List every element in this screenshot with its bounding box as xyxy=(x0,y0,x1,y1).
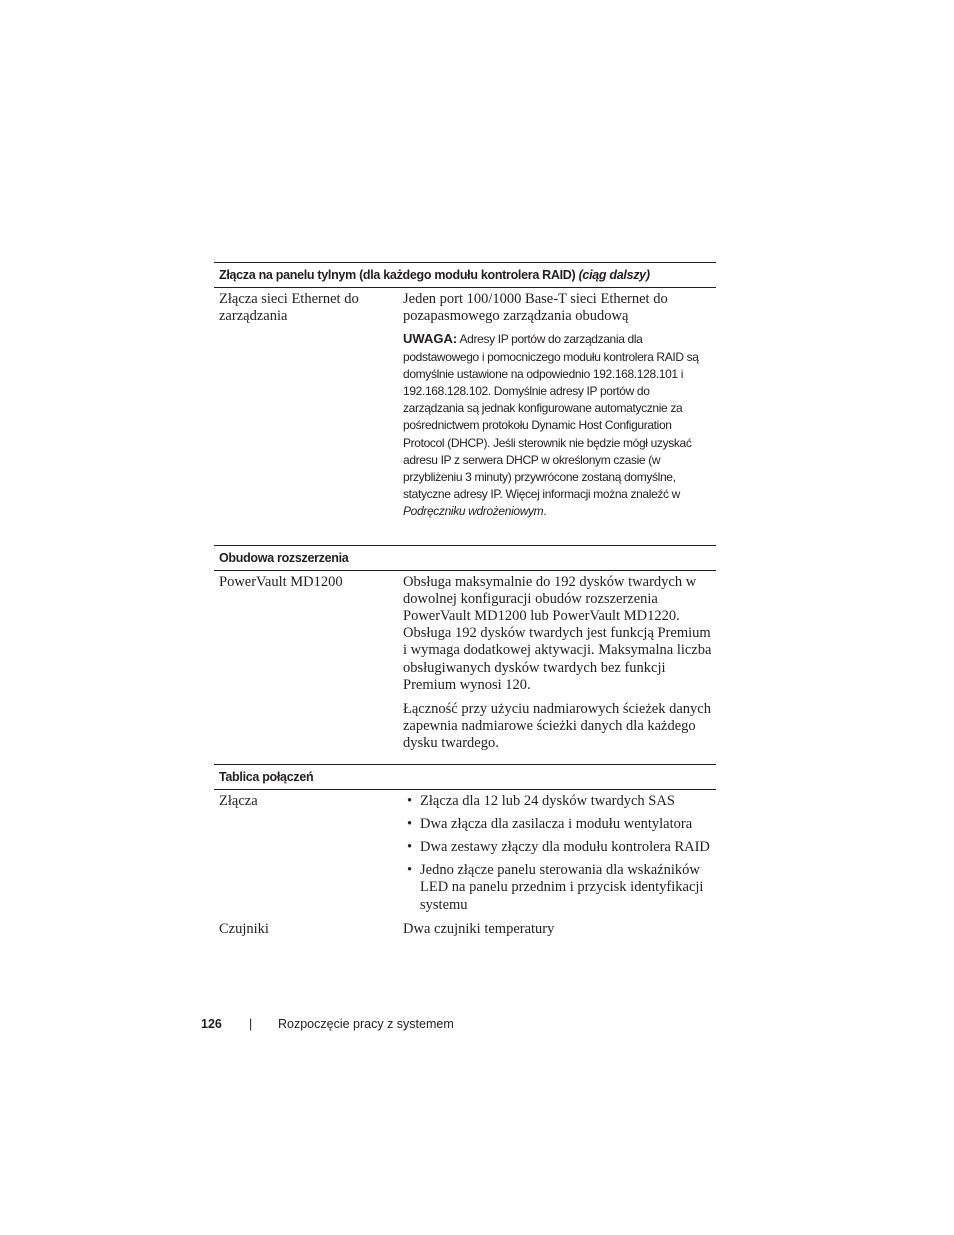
row-value xyxy=(403,291,716,528)
note-label: UWAGA: xyxy=(403,331,458,347)
list-item: • Jedno złącze panelu sterowania dla wskaźników LED na panelu przednim i przycisk identyfikacji systemu xyxy=(407,862,704,913)
section-header-rear-connectors xyxy=(214,262,716,288)
footer-title: Rozpoczęcie pracy z systemem xyxy=(278,1017,454,1031)
section-title: Złącza na panelu tylnym (dla każdego modułu kontrolera RAID) xyxy=(219,268,576,282)
row-label: Złącza xyxy=(219,792,258,809)
row-value xyxy=(403,793,716,920)
row-label: Czujniki xyxy=(219,920,269,937)
page-number: 126 xyxy=(201,1017,222,1031)
bullet-icon: • xyxy=(407,792,413,809)
bullet-list xyxy=(403,793,712,914)
footer-separator: | xyxy=(249,1017,253,1031)
table-row xyxy=(214,790,716,920)
spec-table xyxy=(214,262,716,938)
row-label: Złącza sieci Ethernet do zarządzania xyxy=(219,291,359,325)
bullet-icon: • xyxy=(407,862,413,879)
note-block xyxy=(403,330,712,520)
continued-label: (ciąg dalszy) xyxy=(578,268,650,282)
row-paragraph: Łączność przy użyciu nadmiarowych ścieżek danych zapewnia nadmiarowe ścieżki danych dla każdego dysku twardego. xyxy=(403,701,711,752)
row-value xyxy=(403,574,716,753)
bullet-icon: • xyxy=(407,839,413,856)
section-title: Tablica połączeń xyxy=(219,769,314,784)
note-reference: Podręczniku wdrożeniowym xyxy=(403,504,544,519)
table-row xyxy=(214,288,716,545)
note-end: . xyxy=(543,504,547,519)
section-title: Obudowa rozszerzenia xyxy=(219,550,349,565)
row-paragraph: Obsługa maksymalnie do 192 dysków twardych w dowolnej konfiguracji obudów rozszerzenia PowerVault MD1200 lub PowerVault MD1220. Obsługa 192 dysków twardych jest funkcją Premium i wymaga dodatkowej aktywacji. Maksymalna liczba obsługiwanych dysków twardych bez funkcji Premium wynosi 120. xyxy=(403,573,712,693)
section-header-expansion xyxy=(214,545,716,571)
list-item: • Złącza dla 12 lub 24 dysków twardych SAS xyxy=(407,792,675,809)
row-text: Jeden port 100/1000 Base-T sieci Ethernet do pozapasmowego zarządzania obudową xyxy=(403,291,668,325)
note-text: Adresy IP portów do zarządzania dla podstawowego i pomocniczego modułu kontrolera RAID są domyślnie ustawione na odpowiednio 192.168.128.101 i 192.168.128.102. Domyślnie adresy IP portów do zarządzania są jednak konfigurowane automatycznie za pośrednictwem protokołu Dynamic Host Configuration Protocol (DHCP). Jeśli sterownik nie będzie mógł uzyskać adresu IP z serwera DHCP w określonym czasie (w przybliżeniu 3 minuty) przywrócone zostaną domyślne, statyczne adresy IP. Więcej informacji można znaleźć w xyxy=(403,332,699,502)
page-footer xyxy=(201,1017,454,1031)
list-item: • Dwa zestawy złączy dla modułu kontrolera RAID xyxy=(407,839,710,856)
table-row xyxy=(214,920,716,938)
row-label: PowerVault MD1200 xyxy=(219,573,343,590)
list-item: • Dwa złącza dla zasilacza i modułu wentylatora xyxy=(407,815,693,832)
row-value: Dwa czujniki temperatury xyxy=(403,920,555,937)
bullet-icon: • xyxy=(407,815,413,832)
table-row xyxy=(214,571,716,764)
section-header-backplane xyxy=(214,764,716,790)
